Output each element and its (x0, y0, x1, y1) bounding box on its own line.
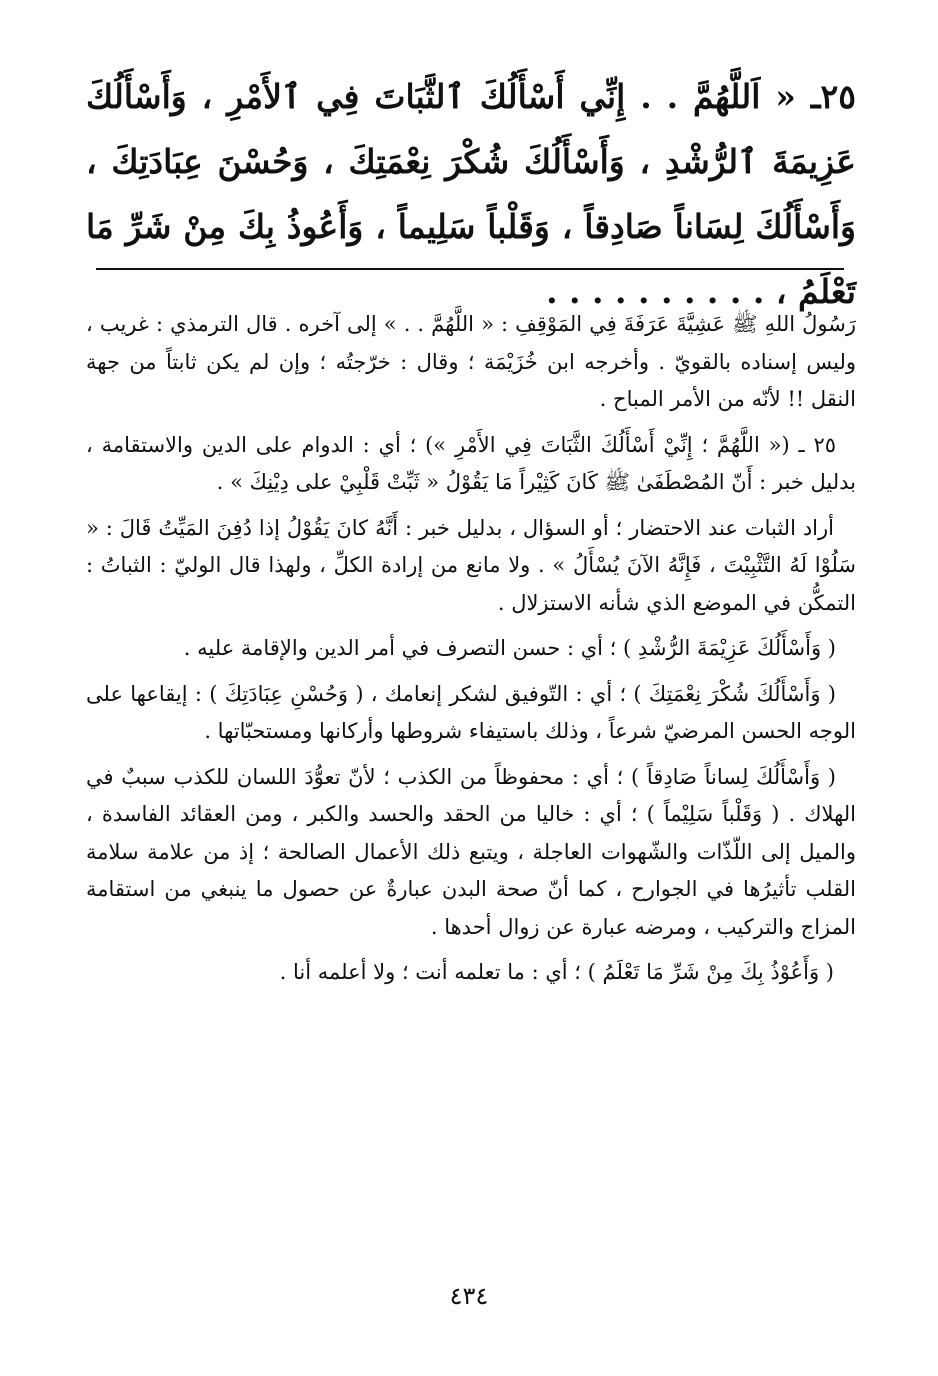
commentary-paragraph-6: ( وَأَسْأَلُكَ لِساناً صَادِقاً ) ؛ أي : محفوظاً من الكذب ؛ لأنّ تعوُّدَ اللسان للكذب سببٌ في الهلاك . ( وَقَلْباً سَلِيْماً ) ؛ أي : خاليا من الحقد والحسد والكبر ، ومن العقائد الفاسدة ، والميل إلى اللّذّات والشّهوات العاجلة ، ويتبع ذلك الأعمال الصالحة ؛ إذ من علامة سلامة القلب تأثيرُها في الجوارح ، كما أنّ صحة البدن عبارةٌ عن حصول ما ينبغي من استقامة المزاج والتركيب ، ومرضه عبارة عن زوال أحدها . (86, 764, 856, 939)
commentary-paragraph-1: رَسُولُ اللهِ ﷺ عَشِيَّةَ عَرَفَةَ فِي المَوْقِفِ : « اللَّهُمَّ . . » إلى آخره . قال الترمذي : غريب ، وليس إسناده بالقويّ . وأخرجه ابن خُزَيْمَة ؛ وقال : خرّجتُه ؛ وإن لم يكن ثابتاً من جهة النقل !! لأنّه من الأمر المباح . (86, 312, 856, 411)
commentary-paragraph-7: ( وَأَعُوْذُ بِكَ مِنْ شَرِّ مَا تَعْلَمُ ) ؛ أي : ما تعلمه أنت ؛ ولا أعلمه أنا . (279, 960, 834, 984)
hadith-text: ٢٥ـ « اَللَّهُمَّ . . إِنِّي أَسْأَلُكَ ٱلثَّبَاتَ فِي ٱلأَمْرِ ، وَأَسْأَلُكَ عَزِيمَةَ ٱلرُّشْدِ ، وَأَسْأَلُكَ شُكْرَ نِعْمَتِكَ ، وَحُسْنَ عِبَادَتِكَ ، وَأَسْأَلُكَ لِسَاناً صَادِقاً ، وَقَلْباً سَلِيماً ، وَأَعُوذُ بِكَ مِنْ شَرِّ مَا تَعْلَمُ ، . . . . . . . . . . (86, 77, 856, 311)
commentary-paragraph-4: ( وَأَسْأَلُكَ عَزِيْمَةَ الرُّشْدِ ) ؛ أي : حسن التصرف في أمر الدين والإقامة عليه . (183, 636, 836, 660)
footnote-divider (96, 268, 844, 270)
page-number: ٤٣٤ (449, 1282, 489, 1310)
commentary-paragraph-3: أراد الثبات عند الاحتضار ؛ أو السؤال ، بدليل خبر : أَنَّهُ كانَ يَقُوْلُ إذا دُفِنَ المَيِّتُ قَالَ : « سَلُوْا لَهُ التَّثْبِيْتَ ، فَإِنَّهُ الآنَ يُسْأَلُ » . ولا مانع من إرادة الكلِّ ، ولهذا قال الوليّ : الثباتُ : التمكُّن في الموضع الذي شأنه الاستزلال . (86, 515, 856, 615)
commentary-paragraph-2: ٢٥ ـ (« اللَّهُمَّ ؛ إِنِّيْ أَسْأَلُكَ الثَّبَاتَ فِي الأَمْرِ ») ؛ أي : الدوام على الدين والاستقامة ، بدليل خبر : أَنّ المُصْطَفَىٰ ﷺ كَانَ كَثِيْراً مَا يَقُوْلُ « ثَبِّتْ قَلْبِيْ على دِيْنِكَ » . (86, 432, 856, 494)
commentary-section (86, 306, 856, 1000)
commentary-paragraph-5: ( وَأَسْأَلُكَ شُكْرَ نِعْمَتِكَ ) ؛ أي : التّوفيق لشكر إنعامك ، ( وَحُسْنِ عِبَادَتِكَ ) : إيقاعها على الوجه الحسن المرضيّ شرعاً ، وذلك باستيفاء شروطها وأركانها ومستحبّاتها . (86, 681, 856, 743)
